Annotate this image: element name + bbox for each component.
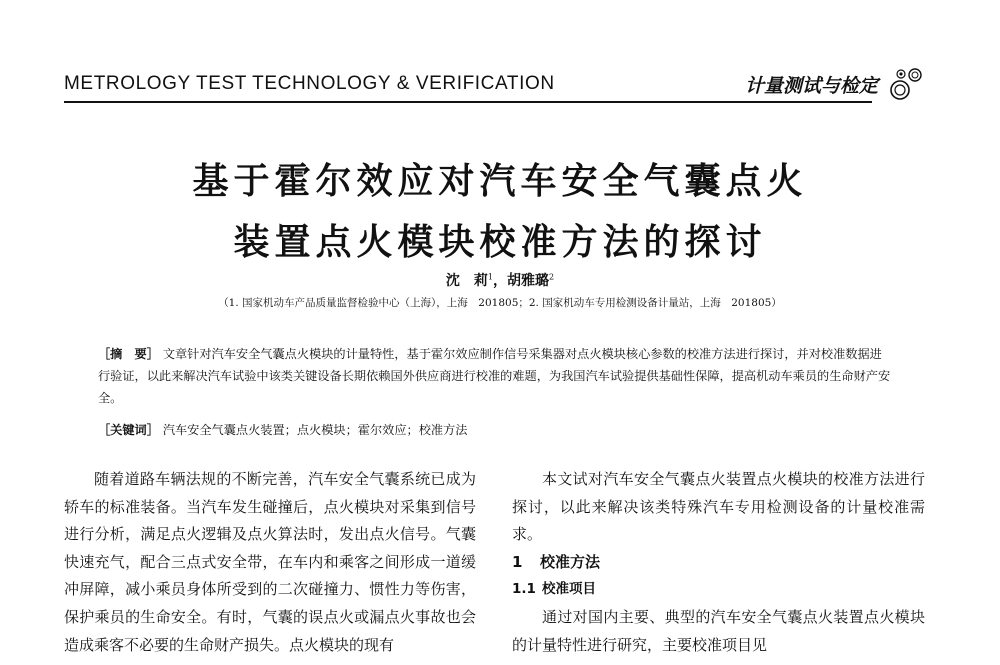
subsection-heading-1-1: [512, 576, 925, 604]
journal-name-cn: 计量测试与检定: [744, 74, 878, 97]
journal-header: [64, 66, 924, 102]
authors: [0, 270, 1000, 290]
subsection-number: 1.1: [512, 581, 536, 598]
abstract: [98, 343, 893, 409]
author-separator: ，: [493, 273, 507, 289]
journal-brand: [745, 66, 924, 102]
intro-paragraph: 随着道路车辆法规的不断完善，汽车安全气囊系统已成为轿车的标准装备。当汽车发生碰撞后，点火模块对采集到信号进行分析，满足点火逻辑及点火算法时，发出点火信号。气囊快速充气，配合三点式安全带，在车内和乘客之间形成一道缓冲屏障，减小乘员身体所受到的二次碰撞力、惯性力等伤害，保护乘员的生命安全。有时，气囊的误点火或漏点火事故也会造成乘客不必要的生命财产损失。点火模块的现有: [64, 470, 476, 654]
keywords-label: ［关键词］: [98, 423, 159, 437]
journal-name-en: METROLOGY TEST TECHNOLOGY & VERIFICATION: [64, 73, 555, 94]
body-column-right: [512, 466, 925, 659]
keywords: [98, 420, 893, 440]
subsection-title: 校准项目: [542, 581, 596, 598]
section-number: 1: [512, 552, 523, 571]
section-title: 校准方法: [540, 552, 601, 571]
journal-rings-icon: [886, 66, 924, 102]
author-2-affil-mark: 2: [549, 272, 555, 282]
abstract-label: ［摘 要］: [98, 347, 159, 361]
calibration-items-paragraph: 通过对国内主要、典型的汽车安全气囊点火装置点火模块的计量特性进行研究，主要校准项目见: [512, 607, 925, 654]
purpose-paragraph: 本文试对汽车安全气囊点火装置点火模块的校准方法进行探讨，以此来解决该类特殊汽车专用检测设备的计量校准需求。: [512, 470, 925, 544]
author-1: 沈 莉: [445, 273, 488, 289]
keywords-text: 汽车安全气囊点火装置；点火模块；霍尔效应；校准方法: [162, 423, 468, 437]
header-rule: [64, 101, 872, 103]
section-heading-1: [512, 549, 925, 577]
abstract-text: 文章针对汽车安全气囊点火模块的计量特性，基于霍尔效应制作信号采集器对点火模块核心参数的校准方法进行探讨，并对校准数据进行验证，以此来解决汽车试验中该类关键设备长期依赖国外供应商进行校准的难题，为我国汽车试验提供基础性保障，提高机动车乘员的生命财产安全。: [98, 347, 891, 405]
author-1-affil-mark: 1: [487, 272, 493, 282]
article-title-line-2: 装置点火模块校准方法的探讨: [233, 222, 767, 263]
article-title-line-1: 基于霍尔效应对汽车安全气囊点火: [192, 161, 808, 202]
author-2: 胡雅璐: [507, 273, 549, 289]
affiliations: （1. 国家机动车产品质量监督检验中心（上海），上海 201805；2. 国家机动车专用检测设备计量站，上海 201805）: [218, 297, 782, 309]
body-column-left: [64, 466, 476, 659]
